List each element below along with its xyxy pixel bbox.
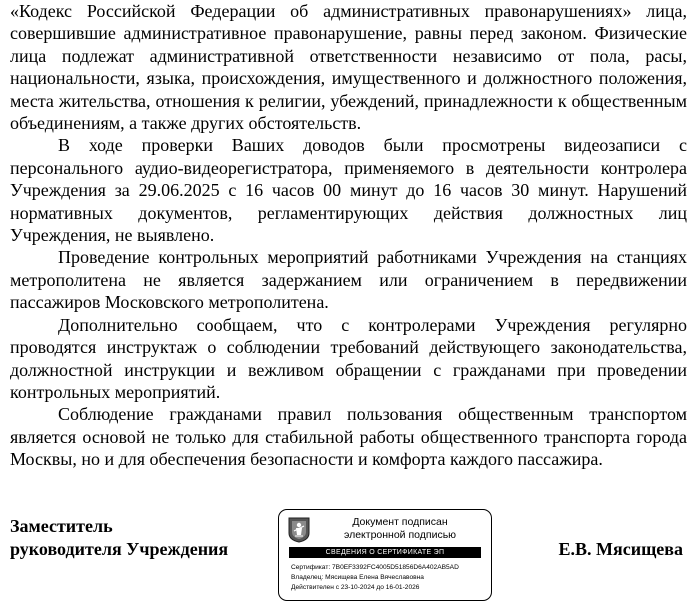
letter-body <box>10 0 687 471</box>
paragraph-instruction: Дополнительно сообщаем, что с контролерами Учреждения регулярно проводятся инструктаж о соблюдении требований действующего законодательства, должностной инструкции и вежливом обращении с гражданами при проведении контрольных мероприятий. <box>10 314 687 402</box>
signer-name: Е.В. Мясищева <box>558 539 683 559</box>
signer-position-line2: руководителя Учреждения <box>10 539 229 559</box>
paragraph-transport-rules: Соблюдение гражданами правил пользования общественным транспортом является основой не только для стабильной работы общественного транспорта города Москвы, но и для обеспечения безопасности и комфорта каждого пассажира. <box>10 404 687 470</box>
stamp-owner: Владелец: Мясищева Елена Вячеславовна <box>291 574 424 581</box>
paragraph-control-measures: Проведение контрольных мероприятий работниками Учреждения на станциях метрополитена не является задержанием или ограничением в передвижении пассажиров Московского метрополитена. <box>10 247 687 313</box>
electronic-signature-stamp <box>278 509 492 601</box>
signer-position <box>10 515 228 561</box>
stamp-certificate-number: Сертификат: 7B0EF3392FC4005D51856D6A402AB5AD <box>291 564 459 571</box>
stamp-certificate-info <box>291 563 459 593</box>
moscow-emblem-icon <box>288 517 310 543</box>
stamp-validity: Действителен с 23-10-2024 до 16-01-2026 <box>291 584 420 591</box>
paragraph-law-equality: «Кодекс Российской Федерации об административных правонарушениях» лица, совершившие административное правонарушение, равны перед законом. Физические лица подлежат административной ответственности независимо от пола, расы, национальности, языка, происхождения, имущественного и должностного положения, места жительства, отношения к религии, убеждений, принадлежности к общественным объединениям, а также других обстоятельств. <box>10 1 687 134</box>
stamp-title-line1: Документ подписан <box>352 516 448 528</box>
stamp-title-line2: электронной подписью <box>343 529 457 541</box>
signer-position-line1: Заместитель <box>10 516 113 536</box>
paragraph-video-review: В ходе проверки Ваших доводов были просмотрены видеозаписи с персонального аудио-видеорегистратора, применяемого в деятельности контролера Учреждения за 29.06.2025 с 16 часов 00 минут до 16 часов 30 минут. Нарушений нормативных документов, регламентирующих действия должностных лиц Учреждения, не выявлено. <box>10 135 687 246</box>
stamp-certificate-header: СВЕДЕНИЯ О СЕРТИФИКАТЕ ЭП <box>289 547 481 558</box>
stamp-title <box>315 516 485 542</box>
